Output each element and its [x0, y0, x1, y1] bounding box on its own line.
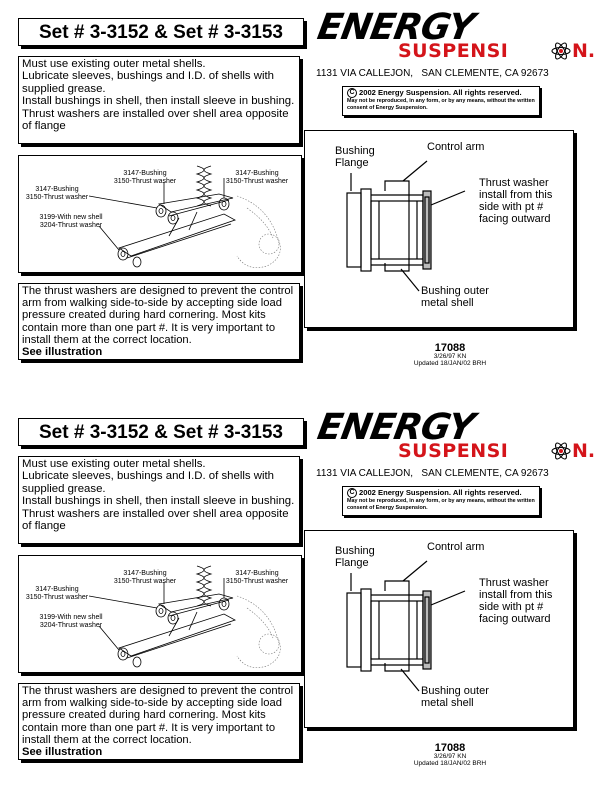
instruction-line: Lubricate sleeves, bushings and I.D. of shells with supplied grease.	[22, 70, 274, 95]
label-shell-washer: 3199-With new shell 3204-Thrust washer	[39, 614, 103, 629]
instructions-box	[18, 56, 300, 144]
label-bushing-top-right: 3147-Bushing 3150-Thrust washer	[225, 570, 289, 585]
atom-icon	[551, 41, 571, 61]
title-box	[18, 18, 304, 46]
label-bushing-top-center: 3147-Bushing 3150-Thrust washer	[113, 570, 177, 585]
copyright-line: 2002 Energy Suspension. All rights reserved.	[359, 488, 522, 497]
updated-note: Updated 18/JAN/02 BRH	[413, 360, 487, 367]
label-bushing-top-center: 3147-Bushing 3150-Thrust washer	[113, 170, 177, 185]
title-box	[18, 418, 304, 446]
bushing-cross-section-diagram	[304, 530, 574, 728]
copyright-notice	[342, 486, 540, 516]
company-address: 1131 VIA CALLEJON, SAN CLEMENTE, CA 92673	[316, 468, 549, 479]
label-bushing-top-right: 3147-Bushing 3150-Thrust washer	[225, 170, 289, 185]
label-thrust-washer: Thrust washer install from this side with pt # facing outward	[479, 577, 553, 625]
label-shell-washer: 3199-With new shell 3204-Thrust washer	[39, 214, 103, 229]
instruction-line: Must use existing outer metal shells.	[22, 458, 206, 470]
description-text: The thrust washers are designed to prevent the control arm from walking side-to-side by accepting side load pressure created during hard cornering. Most kits contain more than one part #. It is very important to install them at the correct location.	[22, 685, 294, 746]
atom-icon	[551, 441, 571, 461]
revision-date: 3/26/97 KN	[433, 753, 467, 760]
description-box	[18, 683, 300, 760]
label-outer-shell: Bushing outer metal shell	[421, 285, 489, 309]
control-arm-illustration	[18, 155, 302, 273]
energy-suspension-logo	[314, 7, 596, 66]
revision-date: 3/26/97 KN	[433, 353, 467, 360]
copyright-line: 2002 Energy Suspension. All rights reserved.	[359, 88, 522, 97]
logo-word-end: N.	[572, 40, 596, 62]
label-bushing-left: 3147-Bushing 3150-Thrust washer	[25, 186, 89, 201]
instruction-sheet-bottom	[0, 400, 612, 792]
label-bushing-left: 3147-Bushing 3150-Thrust washer	[25, 586, 89, 601]
part-number: 17088	[434, 342, 466, 354]
description-box	[18, 283, 300, 360]
description-text: The thrust washers are designed to prevent the control arm from walking side-to-side by accepting side load pressure created during hard cornering. Most kits contain more than one part #. It is very important to install them at the correct location.	[22, 285, 294, 346]
logo-word-end: N.	[572, 440, 596, 462]
copyright-notice	[342, 86, 540, 116]
copyright-symbol: C	[347, 488, 357, 498]
kit-title: Set # 3-3152 & Set # 3-3153	[39, 422, 283, 443]
label-bushing-flange: Bushing Flange	[335, 545, 375, 569]
label-outer-shell: Bushing outer metal shell	[421, 685, 489, 709]
part-number: 17088	[434, 742, 466, 754]
kit-title: Set # 3-3152 & Set # 3-3153	[39, 22, 283, 43]
label-bushing-flange: Bushing Flange	[335, 145, 375, 169]
copyright-restriction: May not be reproduced, in any form, or by any means, without the written consent of Energy Suspension.	[347, 498, 535, 511]
see-illustration-note: See illustration	[22, 746, 103, 759]
copyright-symbol: C	[347, 88, 357, 98]
bushing-cross-section-diagram	[304, 130, 574, 328]
instruction-line: Thrust washers are installed over shell area opposite of flange	[22, 507, 289, 533]
label-control-arm: Control arm	[427, 141, 485, 153]
logo-word-suspension: SUSPENSI	[398, 40, 509, 62]
instructions-box	[18, 456, 300, 544]
logo-word-suspension: SUSPENSI	[398, 440, 509, 462]
instruction-line: Must use existing outer metal shells.	[22, 58, 206, 70]
instruction-line: Lubricate sleeves, bushings and I.D. of shells with supplied grease.	[22, 470, 274, 495]
instruction-line: Thrust washers are installed over shell area opposite of flange	[22, 107, 289, 133]
instruction-line: Install bushings in shell, then install sleeve in bushing.	[22, 495, 295, 508]
company-address: 1131 VIA CALLEJON, SAN CLEMENTE, CA 92673	[316, 68, 549, 79]
copyright-restriction: May not be reproduced, in any form, or by any means, without the written consent of Energy Suspension.	[347, 98, 535, 111]
label-control-arm: Control arm	[427, 541, 485, 553]
energy-suspension-logo	[314, 407, 596, 466]
see-illustration-note: See illustration	[22, 346, 103, 359]
label-thrust-washer: Thrust washer install from this side with pt # facing outward	[479, 177, 553, 225]
updated-note: Updated 18/JAN/02 BRH	[413, 760, 487, 767]
logo-word-energy: ENERGY	[314, 407, 477, 448]
logo-word-energy: ENERGY	[314, 7, 477, 48]
instruction-line: Install bushings in shell, then install sleeve in bushing.	[22, 95, 295, 108]
control-arm-illustration	[18, 555, 302, 673]
